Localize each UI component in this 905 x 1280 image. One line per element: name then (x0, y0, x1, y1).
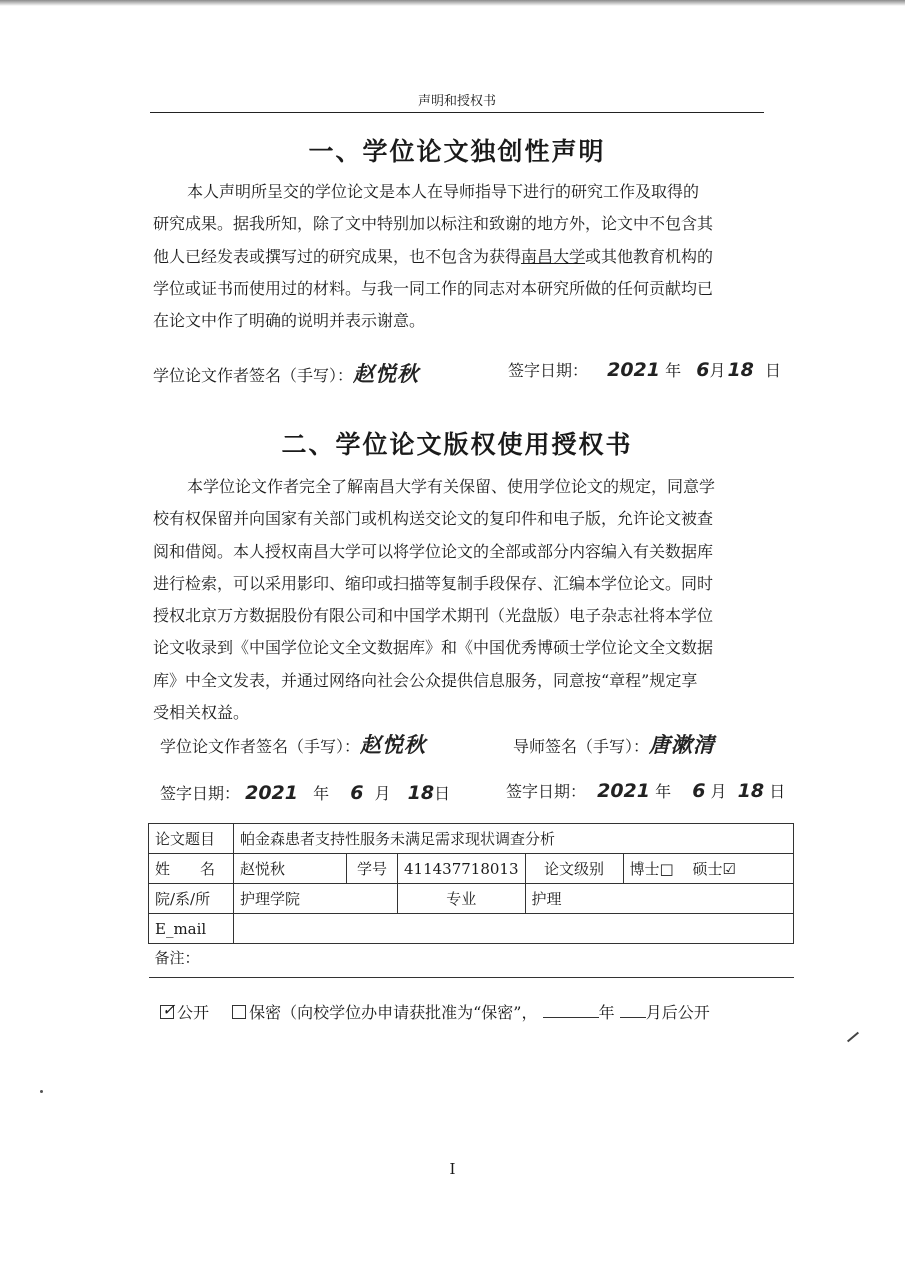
name-value: 赵悦秋 (234, 854, 347, 884)
author-signature-2: 赵悦秋 (360, 733, 427, 757)
s2-advisor-date: 签字日期： 2021 年 6 月 18 日 (506, 780, 786, 802)
major-value: 护理 (525, 884, 793, 914)
section2-title: 二、学位论文版权使用授权书 (281, 430, 633, 459)
s1-line-2: 研究成果。据我所知，除了文中特别加以标注和致谢的地方外，论文中不包含其 (153, 214, 714, 234)
s1-date: 签字日期： 2021 年 6月 18 日 (508, 359, 782, 381)
level-master: 硕士☑ (692, 860, 736, 878)
public-checkbox-checked: ✓ (162, 1000, 176, 1019)
table-row (149, 944, 794, 978)
advisor-signature: 唐漱清 (649, 733, 716, 757)
s2-line-1: 本学位论文作者完全了解南昌大学有关保留、使用学位论文的规定，同意学 (187, 477, 716, 496)
remark-cell (149, 944, 794, 978)
s1-line-1: 本人声明所呈交的学位论文是本人在导师指导下进行的研究工作及取得的 (187, 182, 700, 201)
page-number: I (449, 1160, 456, 1178)
level-phd: 博士□ (629, 860, 674, 878)
section1-title: 一、学位论文独创性声明 (308, 137, 606, 166)
id-label: 学号 (347, 854, 398, 884)
remark-label: 备注： (154, 949, 200, 967)
email-label: E_mail (149, 914, 234, 944)
thesis-info-table (148, 823, 794, 978)
s2-line-2: 校有权保留并向国家有关部门或机构送交论文的复印件和电子版，允许论文被查 (153, 509, 714, 529)
author-signature: 赵悦秋 (353, 362, 420, 386)
table-row (149, 914, 794, 944)
s2-line-8: 受相关权益。 (153, 703, 250, 723)
s1-line-3: 他人已经发表或撰写过的研究成果，也不包含为获得南昌大学或其他教育机构的 (153, 246, 714, 266)
s2-line-5: 授权北京万方数据股份有限公司和中国学术期刊（光盘版）电子杂志社将本学位 (153, 606, 714, 626)
s2-author-date: 签字日期： 2021 年 6 月 18日 (160, 782, 451, 804)
page-header: 声明和授权书 (150, 90, 764, 113)
section2-body (153, 471, 773, 729)
title-value: 帕金森患者支持性服务未满足需求现状调查分析 (234, 824, 794, 854)
table-row (149, 824, 794, 854)
year-blank (543, 1003, 599, 1018)
college-label: 院/系/所 (149, 884, 234, 914)
s1-line-4: 学位或证书而使用过的材料。与我一同工作的同志对本研究所做的任何贡献均已 (153, 278, 714, 298)
section1-body (153, 176, 773, 337)
footer-confidentiality: ✓ 公开 保密（向校学位办申请获批准为“保密”， 年 月后公开 (162, 1000, 710, 1022)
s1-line-5: 在论文中作了明确的说明并表示谢意。 (153, 311, 426, 331)
name-label: 姓 名 (149, 854, 234, 884)
level-value (623, 854, 793, 884)
title-label: 论文题目 (149, 824, 234, 854)
s1-author-sign: 学位论文作者签名（手写）：赵悦秋 (153, 362, 420, 386)
email-value (234, 914, 794, 944)
s2-author-sign: 学位论文作者签名（手写）：赵悦秋 (160, 733, 427, 757)
level-label: 论文级别 (525, 854, 623, 884)
s2-line-4: 进行检索，可以采用影印、缩印或扫描等复制手段保存、汇编本学位论文。同时 (153, 573, 714, 593)
table-row (149, 854, 794, 884)
month-blank (620, 1003, 646, 1018)
s2-advisor-sign: 导师签名（手写）：唐漱清 (513, 733, 716, 757)
scan-mark (847, 1032, 859, 1043)
scan-edge (0, 0, 905, 6)
table-row (149, 884, 794, 914)
major-label: 专业 (398, 884, 526, 914)
college-value: 护理学院 (234, 884, 398, 914)
s2-line-3: 阅和借阅。本人授权南昌大学可以将学位论文的全部或部分内容编入有关数据库 (153, 541, 714, 561)
scan-speck (40, 1090, 43, 1093)
s2-line-6: 论文收录到《中国学位论文全文数据库》和《中国优秀博硕士学位论文全文数据 (153, 638, 714, 658)
university-name: 南昌大学 (521, 246, 586, 266)
id-value: 411437718013 (398, 854, 526, 884)
secret-checkbox (232, 1005, 246, 1019)
s2-line-7: 库》中全文发表，并通过网络向社会公众提供信息服务，同意按“章程”规定享 (153, 670, 698, 690)
